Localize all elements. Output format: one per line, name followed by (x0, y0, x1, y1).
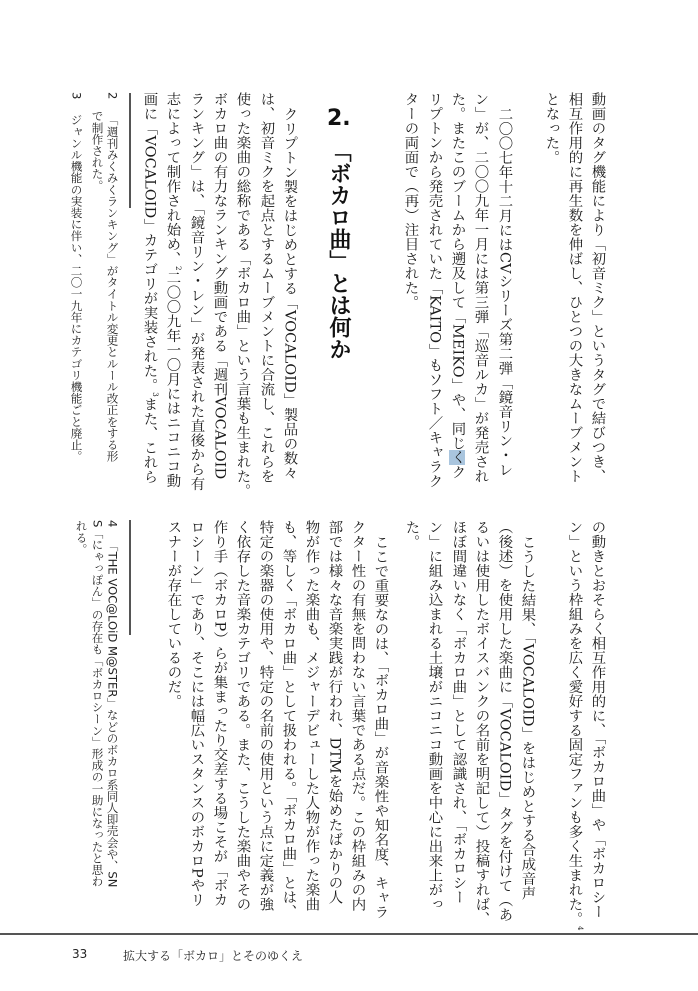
body-text-column: ターの両面で（再）注目された。 (402, 92, 419, 310)
body-text-column: スナーが存在しているのだ。 (165, 520, 182, 709)
section-title: 「ボカロ曲」とは何か (326, 140, 351, 360)
footer-rule (0, 933, 698, 935)
footnote-divider (129, 93, 131, 208)
footnote-text: で制作された。 (90, 110, 105, 192)
body-text-column: こうした結果、「VOCALOID」をはじめとする合成音声 (519, 535, 536, 901)
body-text-column (142, 92, 158, 484)
body-text-column (450, 92, 464, 479)
body-text-column: （後述）を使用した楽曲に「VOCALOID」タグを付けて（あ (496, 520, 513, 922)
footnote-text: 「週刊みくみくランキング」がタイトル変更とルール改正をする形 (105, 114, 120, 462)
text-run: ン」という枠組みを広く愛好する固定ファンも多く生まれた。 (566, 520, 583, 926)
body-text-column (165, 92, 181, 488)
body-text-column: るいは使用したボイスバンクの名前を明記して）投稿すれば、 (473, 520, 490, 926)
body-text-column: 部では様々な音楽実践が行われ、DTMを始めたばかりの人 (326, 520, 343, 905)
body-text-column: ボカロ曲の有力なランキング動画である「週刊VOCALOID (211, 92, 228, 480)
body-text-column (567, 520, 583, 931)
footnote-divider (129, 520, 131, 635)
text-run: 二〇〇九年一〇月にはニコニコ動 (164, 270, 181, 489)
body-text-column: クター性の有無を問わない言葉である点だ。この枠組みの内 (349, 520, 366, 912)
footnote-text: ジャンル機能の実装に伴い、二〇一九年にカテゴリ機能ごと廃止。 (69, 114, 84, 462)
footnote-text: れる。 (74, 520, 89, 555)
body-text-column: く依存した音楽カテゴリである。また、こうした楽曲やその (234, 520, 251, 912)
running-title: 拡大する「ボカロ」とそのゆくえ (123, 949, 304, 963)
body-text-column: 使った楽曲の総称である「ボカロ曲」という言葉も生まれた。 (234, 92, 251, 498)
body-text-column: ン」に組み込まれる土壌がニコニコ動画を中心に出来上がっ (426, 520, 443, 912)
body-text-column: の動きとおそらく相互作用的に、「ボカロ曲」や「ボカロシー (589, 520, 606, 919)
body-text-column: は、初音ミクを起点とするムーブメントに合流し、これらを (258, 92, 275, 484)
body-text-column: ほぼ間違いなく「ボカロ曲」として認識され、「ボカロシー (450, 520, 467, 905)
body-text-column: ロシーン」であり、そこには幅広いスタンスのボカロPやリ (188, 520, 205, 907)
body-text-column: た。 (403, 520, 420, 549)
body-text-column: ランキング」は、「鏡音リン・レン」が発表された直後から有 (188, 92, 205, 491)
body-text-column: ここで重要なのは、「ボカロ曲」が音楽性や知名度、キャラ (372, 535, 389, 920)
body-text-column: となった。 (543, 92, 560, 165)
footnote-text: 「THE VOC@LOiD M@STER」などのボカロ系同人即売会や、SN (105, 540, 120, 888)
selected-text[interactable]: く (449, 450, 466, 465)
footnote-text: S「にゃっぽん」の存在も「ボカロシーン」形成の一助になったと思わ (90, 520, 105, 887)
footnote-ref[interactable]: 2 (174, 266, 183, 271)
text-run: 画に「VOCALOID」カテゴリが実装された。 (141, 92, 158, 393)
footnote-ref[interactable]: 4 (576, 926, 585, 931)
body-text-column: 二〇〇七年十二月にはCVシリーズ第二弾「鏡音リン・レ (496, 107, 513, 477)
body-text-column: も、等しく「ボカロ曲」として扱われる。「ボカロ曲」とは、 (280, 520, 297, 919)
body-text-column: 動画のタグ機能により「初音ミク」というタグで結びつき、 (589, 92, 606, 484)
text-run: た。またこのブームから遡及して「MEIKO」や、同じ (449, 92, 466, 451)
footnote-number: 3 (69, 92, 84, 100)
footnote-number: 4 (105, 520, 120, 528)
text-run: ク (449, 464, 466, 480)
body-text-column: リプトンから発売されていた「KAITO」もソフト／キャラク (426, 92, 443, 489)
body-text-column: 相互作用的に再生数を伸ばし、ひとつの大きなムーブメント (566, 92, 583, 484)
text-run: 志によって制作され始め、 (164, 92, 181, 266)
section-number: 2. (327, 106, 351, 131)
text-run: また、これら (141, 396, 158, 484)
footnote-ref[interactable]: 3 (151, 392, 160, 397)
body-text-column: 作り手（ボカロP）らが集まったり交差する場こそが「ボカ (211, 520, 228, 907)
body-text-column: ン」が、二〇〇九年一月には第三弾「巡音ルカ」が発売され (472, 92, 489, 484)
footnote-number: 2 (105, 92, 120, 100)
body-text-column: クリプトン製をはじめとする「VOCALOID」製品の数々 (281, 107, 298, 480)
body-text-column: 物が作った楽曲も、メジャーデビューした人物が作った楽曲 (303, 520, 320, 912)
page-number: 33 (72, 947, 88, 961)
body-text-column: 特定の楽器の使用や、特定の名前の使用という点に定義が強 (257, 520, 274, 912)
